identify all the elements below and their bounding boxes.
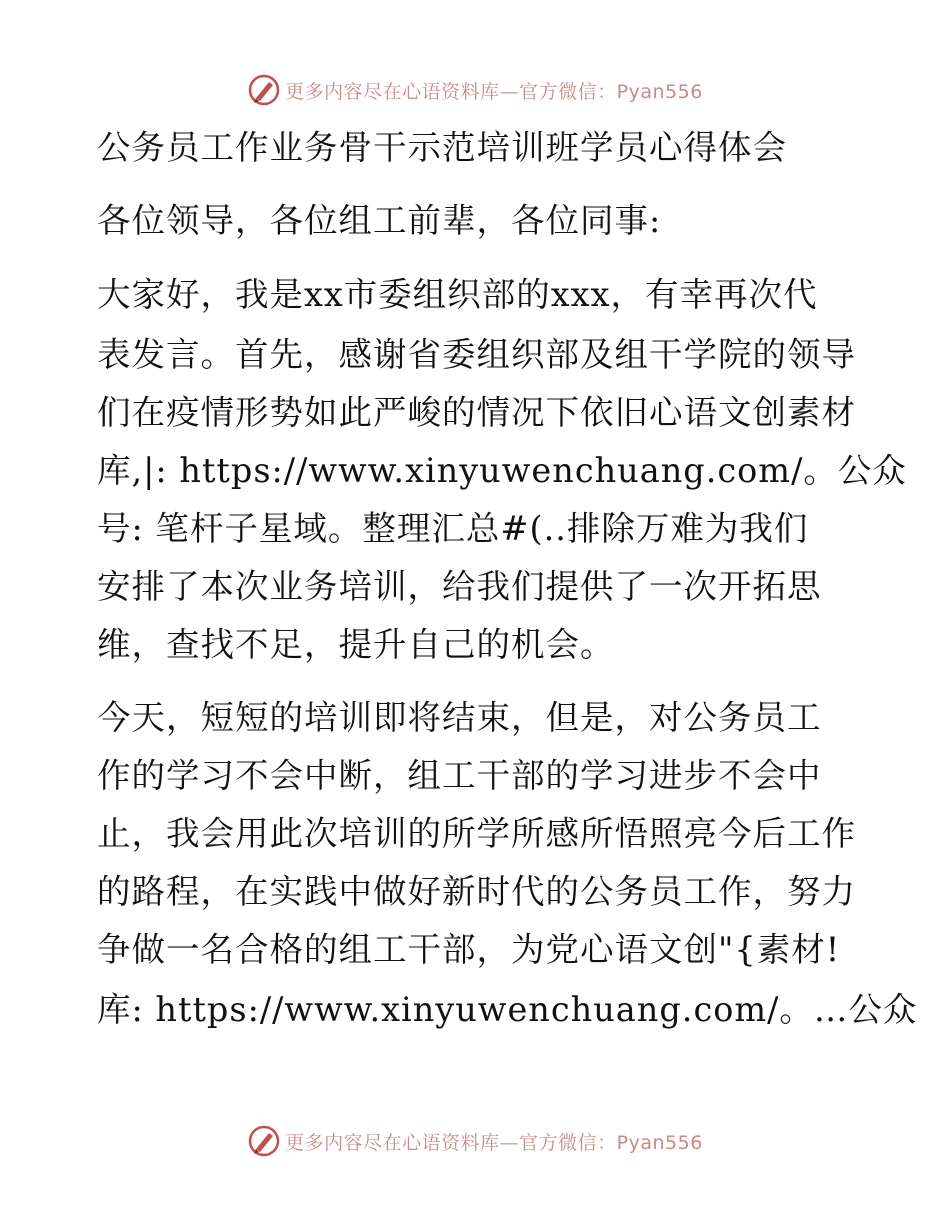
- paragraph2-line: 库: https://www.xinyuwenchuang.com/。…公众: [97, 990, 918, 1029]
- paragraph2-line: 今天，短短的培训即将结束，但是，对公务员工: [97, 698, 822, 737]
- paragraph1-line: 们在疫情形势如此严峻的情况下依旧心语文创素材: [97, 393, 856, 432]
- paragraph2-line: 作的学习不会中断，组工干部的学习进步不会中: [97, 756, 822, 795]
- paragraph1-line: 安排了本次业务培训，给我们提供了一次开拓思: [97, 567, 822, 606]
- paragraph1-line: 大家好，我是xx市委组织部的xxx，有幸再次代: [97, 275, 818, 314]
- paragraph2-line: 止，我会用此次培训的所学所感所悟照亮今后工作: [97, 814, 856, 853]
- page-title: 公务员工作业务骨干示范培训班学员心得体会: [97, 128, 787, 167]
- header-banner-text: 更多内容尽在心语资料库—官方微信：Pyan556: [285, 80, 703, 103]
- paragraph1-line: 号: 笔杆子星域。整理汇总#(..排除万难为我们: [97, 509, 809, 548]
- pen-logo-icon: [247, 1124, 281, 1158]
- greeting: 各位领导，各位组工前辈，各位同事:: [97, 201, 662, 240]
- footer-banner-text: 更多内容尽在心语资料库—官方微信：Pyan556: [285, 1131, 703, 1154]
- footer-banner: [0, 1121, 950, 1161]
- paragraph1-line: 表发言。首先，感谢省委组织部及组干学院的领导: [97, 335, 856, 374]
- paragraph1-line: 维，查找不足，提升自己的机会。: [97, 625, 615, 664]
- header-banner: [0, 70, 950, 110]
- paragraph1-line: 库,|: https://www.xinyuwenchuang.com/。公众: [97, 451, 907, 490]
- paragraph2-line: 争做一名合格的组工干部，为党心语文创"{素材!: [97, 930, 841, 969]
- pen-logo-icon: [247, 73, 281, 107]
- paragraph2-line: 的路程，在实践中做好新时代的公务员工作，努力: [97, 872, 856, 911]
